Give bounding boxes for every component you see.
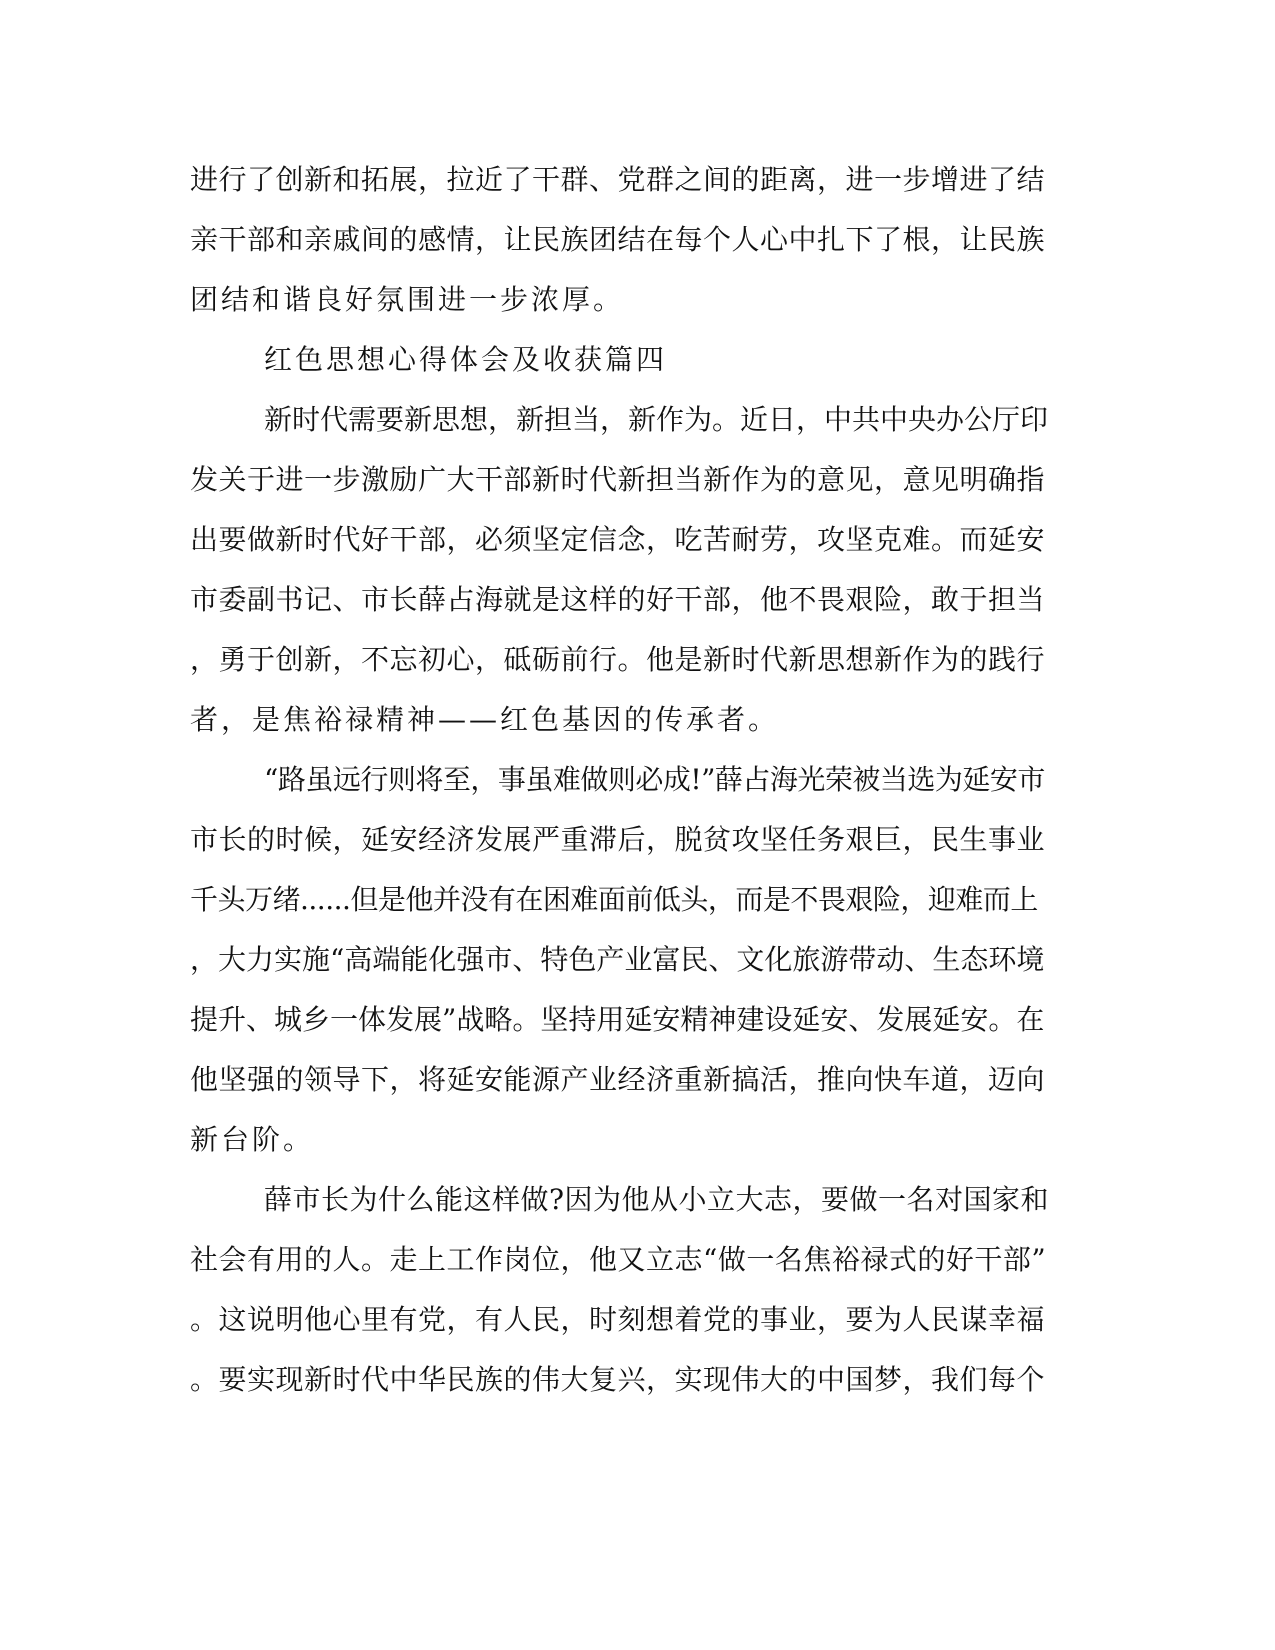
text-line: 市委副书记、市长薛占海就是这样的好干部，他不畏艰险，敢于担当 — [190, 583, 1046, 616]
text-line: 新时代需要新思想，新担当，新作为。近日，中共中央办公厅印 — [264, 403, 1049, 436]
text-line: 提升、城乡一体发展”战略。坚持用延安精神建设延安、发展延安。在 — [190, 1003, 1045, 1036]
text-line: 进行了创新和拓展，拉近了干群、党群之间的距离，进一步增进了结 — [190, 163, 1046, 196]
text-line: 千头万绪......但是他并没有在困难面前低头，而是不畏艰险，迎难而上 — [190, 883, 1038, 916]
text-line: ，大力实施“高端能化强市、特色产业富民、文化旅游带动、生态环境 — [190, 943, 1045, 976]
text-line: 团结和谐良好氛围进一步浓厚。 — [190, 283, 625, 316]
text-line: 。这说明他心里有党，有人民，时刻想着党的事业，要为人民谋幸福 — [190, 1303, 1046, 1336]
text-line: 者，是焦裕禄精神——红色基因的传承者。 — [190, 703, 780, 736]
text-line: 薛市长为什么能这样做?因为他从小立大志，要做一名对国家和 — [264, 1183, 1050, 1216]
text-line: 新台阶。 — [190, 1123, 315, 1156]
text-line: 社会有用的人。走上工作岗位，他又立志“做一名焦裕禄式的好干部” — [190, 1243, 1047, 1276]
text-line: 。要实现新时代中华民族的伟大复兴，实现伟大的中国梦，我们每个 — [190, 1363, 1046, 1396]
text-line: 市长的时候，延安经济发展严重滞后，脱贫攻坚任务艰巨，民生事业 — [190, 823, 1046, 856]
text-line: “路虽远行则将至，事虽难做则必成!”薛占海光荣被当选为延安市 — [264, 763, 1045, 796]
text-line: 他坚强的领导下，将延安能源产业经济重新搞活，推向快车道，迈向 — [190, 1063, 1046, 1096]
section-heading: 红色思想心得体会及收获篇四 — [264, 343, 668, 376]
text-line: 出要做新时代好干部，必须坚定信念，吃苦耐劳，攻坚克难。而延安 — [190, 523, 1046, 556]
text-line: 发关于进一步激励广大干部新时代新担当新作为的意见，意见明确指 — [190, 463, 1046, 496]
text-line: 亲干部和亲戚间的感情，让民族团结在每个人心中扎下了根，让民族 — [190, 223, 1046, 256]
text-line: ，勇于创新，不忘初心，砥砺前行。他是新时代新思想新作为的践行 — [190, 643, 1046, 676]
